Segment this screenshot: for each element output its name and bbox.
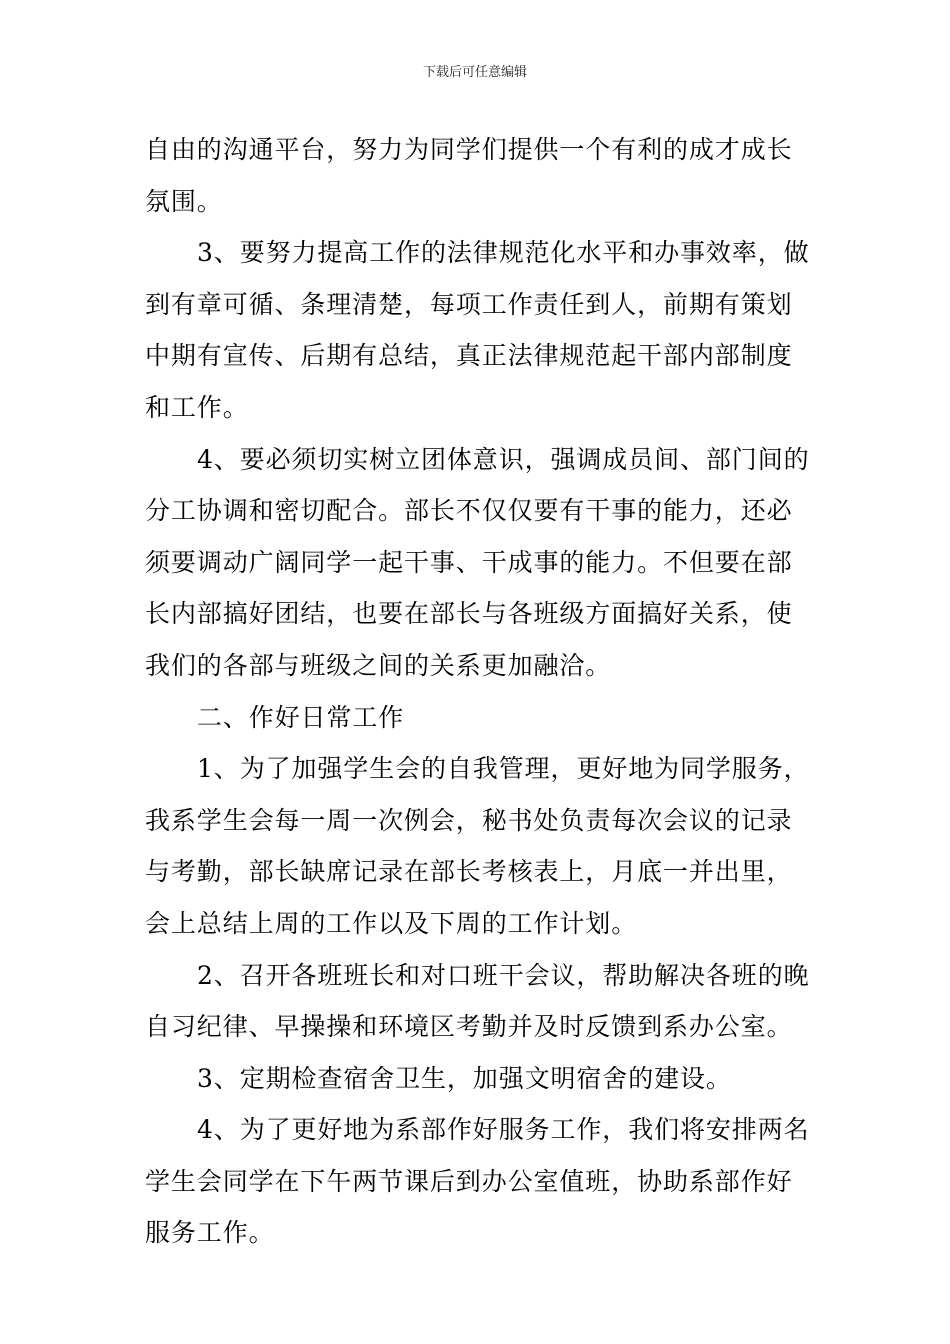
text-line: 中期有宣传、后期有总结，真正法律规范起干部内部制度 [145,341,793,371]
text-line: 到有章可循、条理清楚，每项工作责任到人，前期有策划 [145,289,793,319]
text-line: 服务工作。 [145,1218,275,1248]
text-line: 自由的沟通平台，努力为同学们提供一个有利的成才成长 [145,135,793,164]
text-line: 会上总结上周的工作以及下周的工作计划。 [145,908,638,938]
text-line: 4、要必须切实树立团体意识，强调成员间、部门间的 [197,444,810,474]
text-line: 4、为了更好地为系部作好服务工作，我们将安排两名 [197,1115,810,1145]
text-line: 分工协调和密切配合。部长不仅仅要有干事的能力，还必 [145,496,793,526]
text-line: 自习纪律、早操操和环境区考勤并及时反馈到系办公室。 [145,1012,793,1042]
section-heading: 二、作好日常工作 [197,702,405,732]
text-line: 我系学生会每一周一次例会，秘书处负责每次会议的记录 [145,805,793,835]
text-line: 2、召开各班班长和对口班干会议，帮助解决各班的晚 [197,960,810,990]
text-line: 和工作。 [145,392,249,422]
text-line: 与考勤，部长缺席记录在部长考核表上，月底一并出里， [145,857,793,887]
page-header: 下载后可任意编辑 [422,65,527,80]
text-line: 3、定期检查宿舍卫生，加强文明宿舍的建设。 [197,1063,732,1093]
text-line: 3、要努力提高工作的法律规范化水平和办事效率，做 [197,238,810,268]
text-line: 学生会同学在下午两节课后到办公室值班，协助系部作好 [145,1166,793,1196]
text-line: 1、为了加强学生会的自我管理，更好地为同学服务， [197,754,810,784]
text-line: 须要调动广阔同学一起干事、干成事的能力。不但要在部 [145,547,793,577]
text-line: 长内部搞好团结，也要在部长与各班级方面搞好关系，使 [145,599,793,629]
document-body [145,124,809,1259]
text-line: 氛围。 [145,186,223,216]
text-line: 我们的各部与班级之间的关系更加融洽。 [145,650,612,680]
